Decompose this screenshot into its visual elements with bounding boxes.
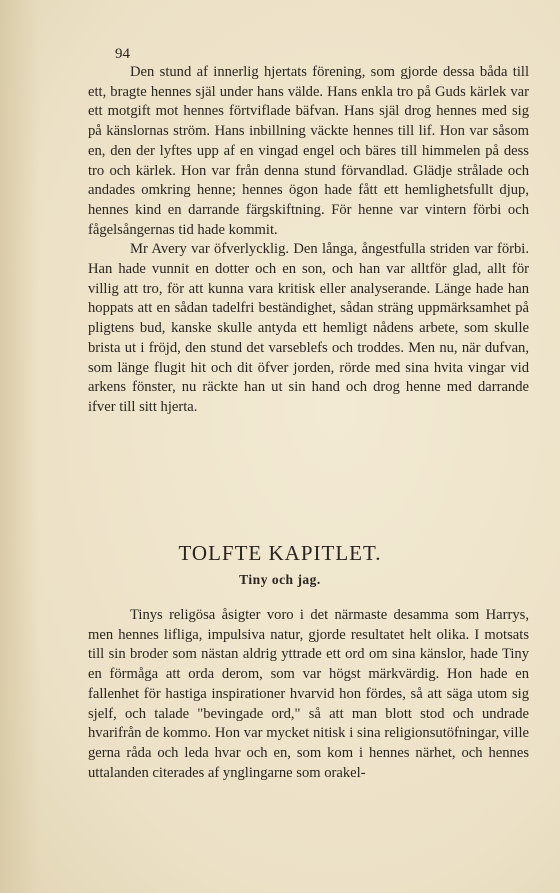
text-block-top [88,63,529,418]
page-number: 94 [115,46,130,62]
paragraph: Mr Avery var öfverlycklig. Den långa, ångestfulla striden var förbi. Han hade vunnit en dotter och en son, och han var alltför glad, allt för villig att tro, för att kunna vara kritisk eller analyserande. Länge hade han hoppats att en sådan tadelfri beständighet, sådan sträng uppmärksamhet på pligtens bud, kanske skulle antyda ett hemligt nådens arbete, som skulle brista ut i fröjd, den stund det varseblefs och troddes. Men nu, när dufvan, som länge flugit hit och dit öfver jorden, rörde med sina hvita vingar vid arkens fönster, nu räckte han ut sin hand och drog henne med darrande ifver till sitt hjerta. [88,241,529,415]
chapter-subtitle: Tiny och jag. [239,572,321,587]
page-spine-shadow [0,0,40,893]
text-block-bottom [88,606,529,783]
chapter-title: TOLFTE KAPITLET. [178,541,382,565]
paragraph: Den stund af innerlig hjertats förening, som gjorde dessa båda till ett, bragte hennes själ under hans välde. Hans enkla tro på Guds kärlek var ett motgift mot hennes förtviflade bäfvan. Hans själ drog hennes med sig på känslornas ström. Hans inbillning väckte hennes till lif. Hon var såsom en, den der lyftes upp af en vingad engel och bäres till himmelen på dess tro och kärlek. Hon var från denna stund förvandlad. Glädje strålade och andades omkring henne; hennes ögon hade fått ett hemlighetsfullt djup, hennes kind en darrande färgskiftning. För henne var vintern förbi och fågelsångernas tid hade kommit. [88,64,529,238]
paragraph: Tinys religösa åsigter voro i det närmaste desamma som Harrys, men hennes lifliga, impulsiva natur, gjorde resultatet helt olika. I motsats till sin broder som nästan aldrig yttrade ett ord om sina känslor, hade Tiny en förmåga att orda derom, som var högst märkvärdig. Hon hade en fallenhet för hastiga inspirationer hvarvid hon fördes, så att säga utom sig sjelf, och talade "bevingade ord," så att man blott stod och undrade hvarifrån de kommo. Hon var mycket nitisk i sina religionsutöfningar, ville gerna råda och leda hvar och en, som kom i hennes närhet, och hennes uttalanden citerades af ynglingarne som orakel- [88,607,529,781]
